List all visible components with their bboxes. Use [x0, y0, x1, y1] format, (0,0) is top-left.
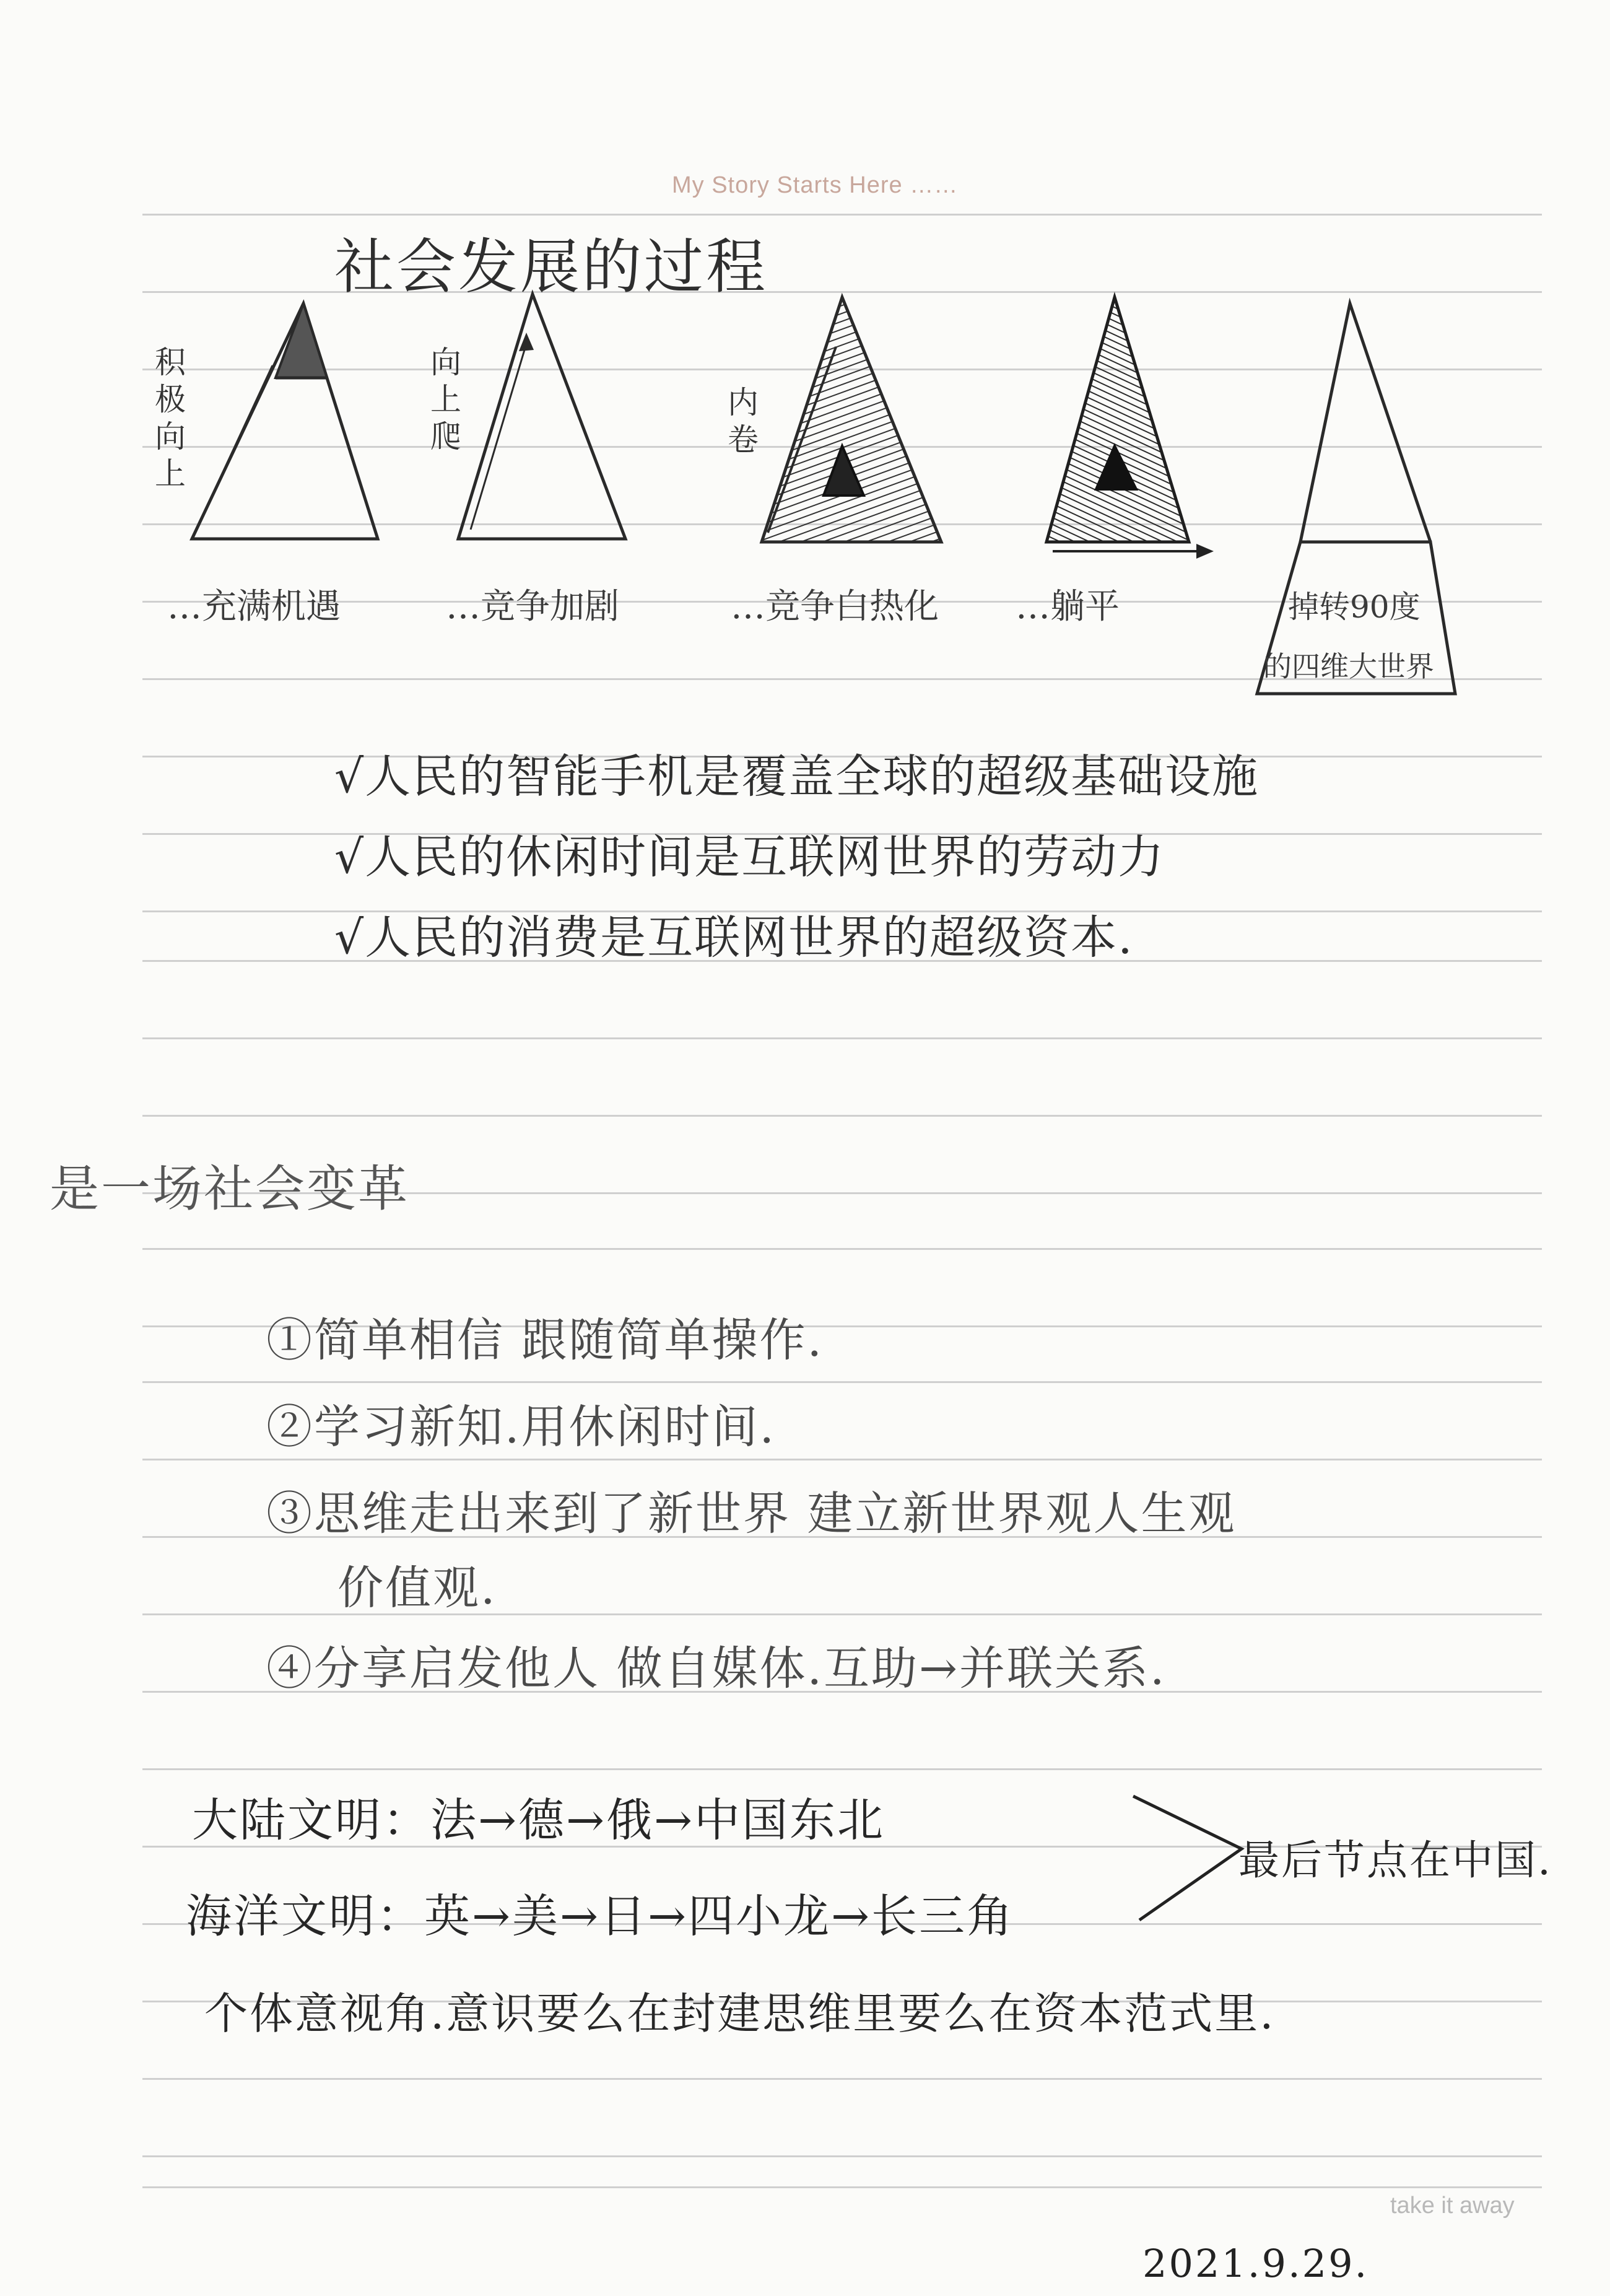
pyramid-5-caption: 掉转90度 — [1288, 589, 1421, 625]
step-3-continued: 价值观. — [337, 1561, 497, 1615]
continental-civilization: 大陆文明：法→德→俄→中国东北 — [192, 1794, 886, 1847]
maritime-civilization: 海洋文明：英→美→日→四小龙→长三角 — [186, 1890, 1015, 1943]
step-2: ②学习新知.用休闲时间. — [266, 1400, 777, 1454]
pyramid-2-drawing — [446, 288, 644, 548]
pyramid-4-drawing — [1034, 291, 1238, 557]
checklist-item-3: √人民的消费是互联网世界的超级资本. — [334, 911, 1134, 964]
merge-bracket — [1127, 1790, 1245, 1926]
step-1: ①简单相信 跟随简单操作. — [266, 1314, 824, 1367]
pyramid-4-caption: …躺平 — [1016, 587, 1120, 627]
section-heading: 是一场社会变革 — [50, 1160, 409, 1218]
ruled-line — [142, 1768, 1542, 1770]
pyramid-3-drawing — [749, 291, 960, 551]
note-date: 2021.9.29. — [1142, 2241, 1369, 2286]
pyramid-1-caption: …充满机遇 — [167, 587, 341, 627]
pyramid-1-side-label: 积极向上 — [155, 344, 186, 492]
notebook-header-text: My Story Starts Here …… — [672, 172, 959, 198]
pyramid-3-side-label: 内卷 — [728, 385, 759, 458]
ruled-line — [142, 1248, 1542, 1250]
checklist-item-1: √人民的智能手机是覆盖全球的超级基础设施 — [334, 750, 1260, 803]
ruled-line — [142, 2078, 1542, 2080]
pyramid-1-drawing — [180, 297, 390, 545]
step-4: ④分享启发他人 做自媒体.互助→并联关系. — [266, 1642, 1167, 1695]
pyramid-2-side-label: 向上爬 — [430, 344, 461, 455]
ruled-line — [142, 2186, 1542, 2188]
ruled-line — [142, 2155, 1542, 2157]
notebook-footer-text: take it away — [1390, 2193, 1515, 2219]
individual-perspective-note: 个体意视角.意识要么在封建思维里要么在资本范式里. — [204, 1988, 1276, 2039]
civilization-conclusion: 最后节点在中国. — [1238, 1836, 1552, 1884]
pyramid-2-caption: …竞争加剧 — [446, 587, 619, 627]
ruled-line — [142, 1459, 1542, 1460]
ruled-line — [142, 1037, 1542, 1039]
page-title: 社会发展的过程 — [334, 232, 768, 302]
checklist-item-2: √人民的休闲时间是互联网世界的劳动力 — [334, 831, 1165, 884]
pyramid-5-caption-2: 的四维大世界 — [1263, 650, 1434, 683]
step-3: ③思维走出来到了新世界 建立新世界观人生观 — [266, 1487, 1237, 1540]
ruled-line — [142, 1115, 1542, 1117]
ruled-line — [142, 214, 1542, 216]
pyramid-3-caption: …竞争白热化 — [731, 587, 939, 627]
ruled-line — [142, 1381, 1542, 1383]
